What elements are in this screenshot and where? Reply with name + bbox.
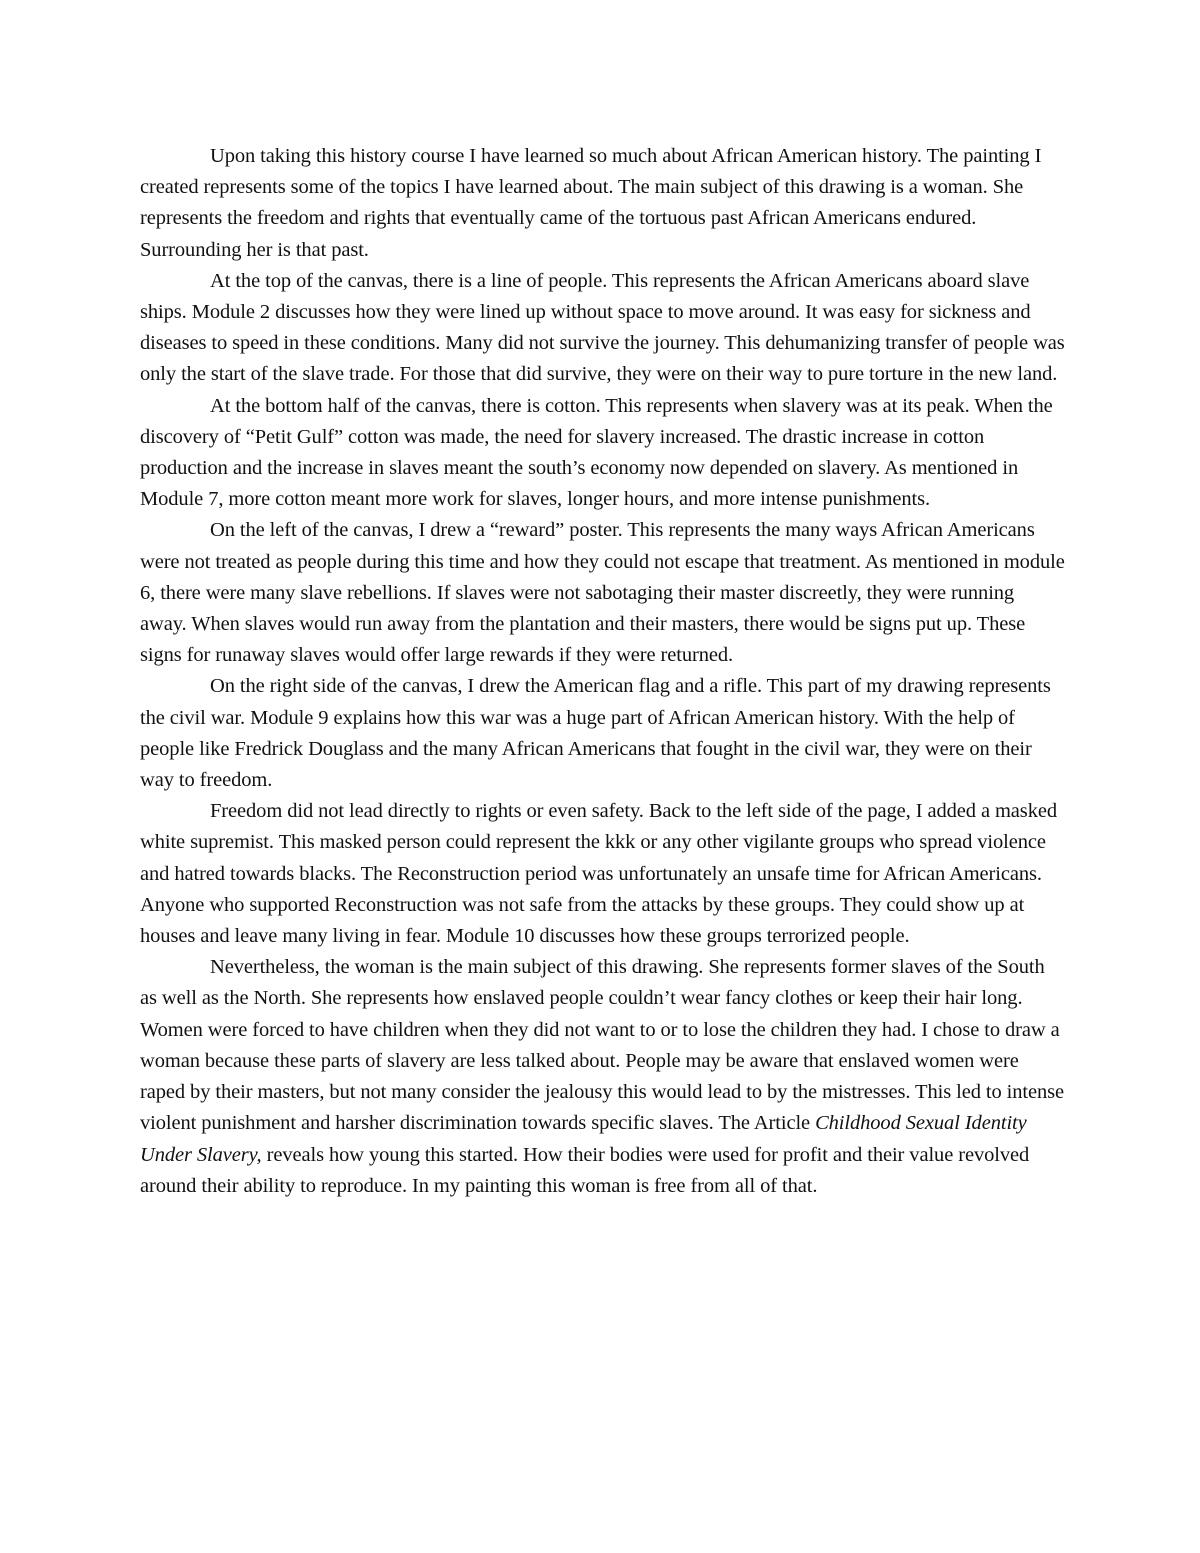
paragraph-7-text-before: Nevertheless, the woman is the main subject of this drawing. She represents former slaves of the South as well as the North. She represents how enslaved people couldn’t wear fancy clothes or keep their hair long. Women were forced to have children when they did not want to or to lose the children they had. I chose to draw a woman because these parts of slavery are less talked about. People may be aware that enslaved women were raped by their masters, but not many consider the jealousy this would lead to by the mistresses. This led to intense violent punishment and harsher discrimination towards specific slaves. The Article	[140, 956, 1065, 1135]
paragraph-5: On the right side of the canvas, I drew the American flag and a rifle. This part of my drawing represents the civil war. Module 9 explains how this war was a huge part of African American history. With the help of people like Fredrick Douglass and the many African Americans that fought in the civil war, they were on their way to freedom.	[140, 675, 1051, 792]
article-title: Childhood Sexual Identity Under Slavery,	[140, 1112, 1027, 1166]
paragraph-7-text-after: reveals how young this started. How their bodies were used for profit and their value revolved around their ability to reproduce. In my painting this woman is free from all of that.	[140, 1143, 1030, 1197]
paragraph-6: Freedom did not lead directly to rights or even safety. Back to the left side of the page, I added a masked white supremist. This masked person could represent the kkk or any other vigilante groups who spread violence and hatred towards blacks. The Reconstruction period was unfortunately an unsafe time for African Americans. Anyone who supported Reconstruction was not safe from the attacks by these groups. They could show up at houses and leave many living in fear. Module 10 discusses how these groups terrorized people.	[140, 800, 1057, 948]
paragraph-1: Upon taking this history course I have learned so much about African American history. The painting I created represents some of the topics I have learned about. The main subject of this drawing is a woman. She represents the freedom and rights that eventually came of the tortuous past African Americans endured. Surrounding her is that past.	[140, 145, 1042, 261]
paragraph-7	[140, 952, 1065, 1202]
paragraph-3: At the bottom half of the canvas, there is cotton. This represents when slavery was at its peak. When the discovery of “Petit Gulf” cotton was made, the need for slavery increased. The drastic increase in cotton production and the increase in slaves meant the south’s economy now depended on slavery. As mentioned in Module 7, more cotton meant more work for slaves, longer hours, and more intense punishments.	[140, 394, 1053, 511]
paragraph-4: On the left of the canvas, I drew a “reward” poster. This represents the many ways African Americans were not treated as people during this time and how they could not escape that treatment. As mentioned in module 6, there were many slave rebellions. If slaves were not sabotaging their master discreetly, they were running away. When slaves would run away from the plantation and their masters, there would be signs put up. These signs for runaway slaves would offer large rewards if they were returned.	[140, 519, 1065, 667]
essay-body	[140, 141, 1065, 1202]
paragraph-2: At the top of the canvas, there is a line of people. This represents the African Americans aboard slave ships. Module 2 discusses how they were lined up without space to move around. It was easy for sickness and diseases to speed in these conditions. Many did not survive the journey. This dehumanizing transfer of people was only the start of the slave trade. For those that did survive, they were on their way to pure torture in the new land.	[140, 269, 1065, 386]
